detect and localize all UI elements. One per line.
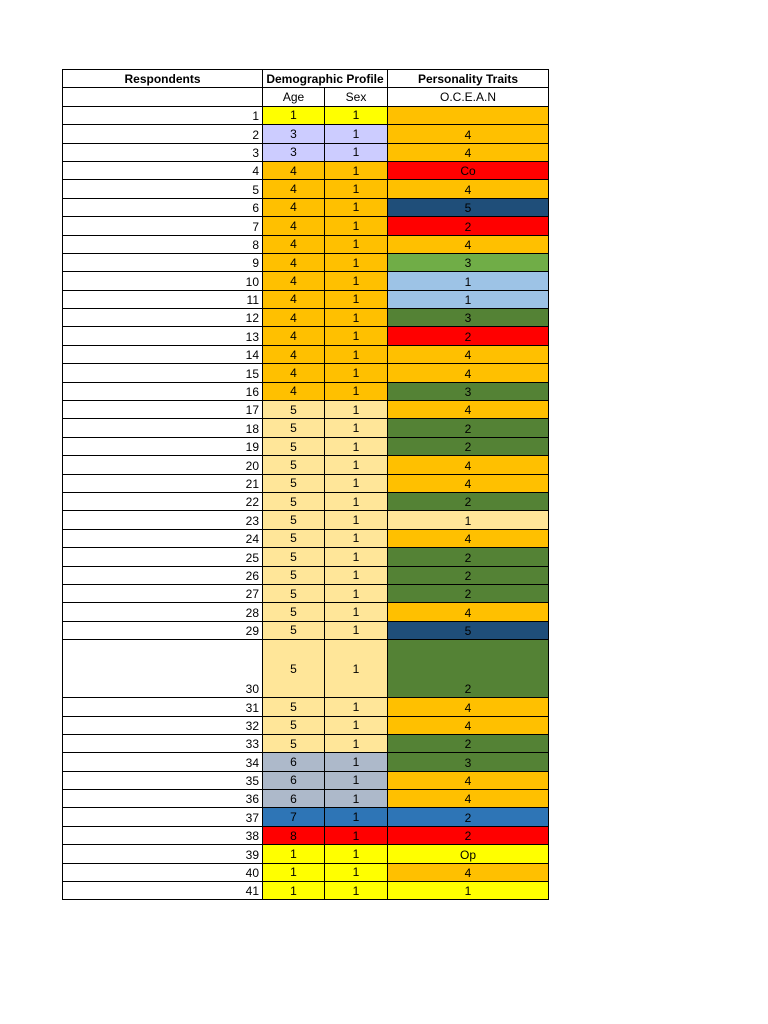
sex-cell[interactable]: 1 — [325, 529, 388, 547]
respondent-number-cell[interactable]: 10 — [63, 272, 263, 290]
ocean-cell[interactable]: 2 — [388, 327, 549, 345]
ocean-cell[interactable]: 3 — [388, 309, 549, 327]
table-row — [63, 253, 549, 271]
respondent-number-cell[interactable]: 7 — [63, 217, 263, 235]
table-row — [63, 826, 549, 844]
respondent-number-cell[interactable]: 11 — [63, 290, 263, 308]
table-row — [63, 548, 549, 566]
personality-traits-header[interactable]: Personality Traits — [388, 70, 549, 88]
sex-cell[interactable]: 1 — [325, 272, 388, 290]
sex-cell[interactable]: 1 — [325, 143, 388, 161]
sex-cell[interactable]: 1 — [325, 180, 388, 198]
table-row — [63, 492, 549, 510]
respondent-number-cell[interactable]: 12 — [63, 309, 263, 327]
sex-cell[interactable]: 1 — [325, 826, 388, 844]
age-cell[interactable]: 7 — [263, 808, 325, 826]
ocean-cell[interactable]: 4 — [388, 603, 549, 621]
respondent-number-cell[interactable]: 15 — [63, 364, 263, 382]
sex-cell[interactable]: 1 — [325, 511, 388, 529]
ocean-cell[interactable]: 1 — [388, 511, 549, 529]
age-cell[interactable]: 4 — [263, 309, 325, 327]
sex-cell[interactable]: 1 — [325, 584, 388, 602]
table-row — [63, 790, 549, 808]
age-cell[interactable]: 4 — [263, 272, 325, 290]
table-row — [63, 882, 549, 900]
table-row — [63, 364, 549, 382]
ocean-cell[interactable]: 4 — [388, 698, 549, 716]
ocean-cell[interactable]: 3 — [388, 382, 549, 400]
age-cell[interactable]: 5 — [263, 698, 325, 716]
sex-cell[interactable]: 1 — [325, 603, 388, 621]
table-row — [63, 584, 549, 602]
sex-cell[interactable]: 1 — [325, 734, 388, 752]
age-header[interactable]: Age — [263, 88, 325, 106]
age-cell[interactable]: 1 — [263, 863, 325, 881]
age-cell[interactable]: 5 — [263, 474, 325, 492]
ocean-cell[interactable]: 5 — [388, 198, 549, 216]
table-row — [63, 698, 549, 716]
sex-cell[interactable]: 1 — [325, 437, 388, 455]
sex-cell[interactable]: 1 — [325, 235, 388, 253]
respondent-number-cell[interactable]: 18 — [63, 419, 263, 437]
table-row — [63, 529, 549, 547]
sex-cell[interactable]: 1 — [325, 566, 388, 584]
age-cell[interactable]: 6 — [263, 771, 325, 789]
ocean-cell[interactable]: Op — [388, 845, 549, 863]
header-row-2 — [63, 88, 549, 106]
ocean-cell[interactable] — [388, 106, 549, 124]
table-row — [63, 125, 549, 143]
respondents-header[interactable]: Respondents — [63, 70, 263, 88]
age-cell[interactable]: 4 — [263, 198, 325, 216]
ocean-cell[interactable]: 4 — [388, 180, 549, 198]
table-row — [63, 603, 549, 621]
age-cell[interactable]: 8 — [263, 826, 325, 844]
respondent-number-cell[interactable]: 3 — [63, 143, 263, 161]
table-row — [63, 106, 549, 124]
sex-cell[interactable]: 1 — [325, 309, 388, 327]
age-cell[interactable]: 5 — [263, 603, 325, 621]
table-row — [63, 272, 549, 290]
table-row — [63, 845, 549, 863]
age-cell[interactable]: 4 — [263, 345, 325, 363]
table-row — [63, 161, 549, 179]
age-cell[interactable]: 5 — [263, 548, 325, 566]
table-row — [63, 309, 549, 327]
sex-cell[interactable]: 1 — [325, 492, 388, 510]
respondent-number-cell[interactable]: 2 — [63, 125, 263, 143]
ocean-cell[interactable]: 1 — [388, 272, 549, 290]
sex-cell[interactable]: 1 — [325, 474, 388, 492]
respondent-number-cell[interactable]: 24 — [63, 529, 263, 547]
table-row — [63, 198, 549, 216]
respondent-number-cell[interactable]: 29 — [63, 621, 263, 639]
ocean-cell[interactable]: 3 — [388, 753, 549, 771]
sex-cell[interactable]: 1 — [325, 771, 388, 789]
table-row — [63, 345, 549, 363]
table-row — [63, 753, 549, 771]
sex-cell[interactable]: 1 — [325, 253, 388, 271]
age-cell[interactable]: 4 — [263, 290, 325, 308]
age-cell[interactable]: 5 — [263, 401, 325, 419]
sex-cell[interactable]: 1 — [325, 621, 388, 639]
sex-cell[interactable]: 1 — [325, 698, 388, 716]
sex-cell[interactable]: 1 — [325, 161, 388, 179]
respondent-number-cell[interactable]: 20 — [63, 456, 263, 474]
respondent-number-cell[interactable]: 27 — [63, 584, 263, 602]
age-cell[interactable]: 5 — [263, 734, 325, 752]
ocean-cell[interactable]: 2 — [388, 548, 549, 566]
sex-cell[interactable]: 1 — [325, 290, 388, 308]
respondent-number-cell[interactable]: 8 — [63, 235, 263, 253]
sex-cell[interactable]: 1 — [325, 217, 388, 235]
ocean-cell[interactable]: 2 — [388, 826, 549, 844]
sex-cell[interactable]: 1 — [325, 790, 388, 808]
table-row — [63, 474, 549, 492]
ocean-cell[interactable]: 2 — [388, 437, 549, 455]
ocean-cell[interactable]: Co — [388, 161, 549, 179]
age-cell[interactable]: 4 — [263, 382, 325, 400]
age-cell[interactable]: 4 — [263, 180, 325, 198]
age-cell[interactable]: 3 — [263, 143, 325, 161]
table-row — [63, 808, 549, 826]
ocean-cell[interactable]: 4 — [388, 401, 549, 419]
ocean-cell[interactable]: 4 — [388, 364, 549, 382]
age-cell[interactable]: 3 — [263, 125, 325, 143]
age-cell[interactable]: 5 — [263, 621, 325, 639]
respondent-number-cell[interactable]: 32 — [63, 716, 263, 734]
respondent-number-cell[interactable]: 22 — [63, 492, 263, 510]
age-cell[interactable]: 1 — [263, 106, 325, 124]
age-cell[interactable]: 5 — [263, 640, 325, 698]
age-cell[interactable]: 5 — [263, 419, 325, 437]
sex-cell[interactable]: 1 — [325, 548, 388, 566]
age-cell[interactable]: 1 — [263, 882, 325, 900]
respondent-number-cell[interactable]: 30 — [63, 640, 263, 698]
respondent-number-cell[interactable]: 1 — [63, 106, 263, 124]
sex-cell[interactable]: 1 — [325, 401, 388, 419]
sex-cell[interactable]: 1 — [325, 882, 388, 900]
ocean-cell[interactable]: 2 — [388, 419, 549, 437]
ocean-cell[interactable]: 3 — [388, 253, 549, 271]
sex-cell[interactable]: 1 — [325, 419, 388, 437]
sex-cell[interactable]: 1 — [325, 640, 388, 698]
respondent-number-cell[interactable]: 26 — [63, 566, 263, 584]
respondent-number-cell[interactable]: 4 — [63, 161, 263, 179]
ocean-cell[interactable]: 2 — [388, 640, 549, 698]
ocean-cell[interactable]: 2 — [388, 217, 549, 235]
table-row — [63, 734, 549, 752]
age-cell[interactable]: 5 — [263, 492, 325, 510]
table-row — [63, 143, 549, 161]
ocean-cell[interactable]: 5 — [388, 621, 549, 639]
respondent-number-cell[interactable]: 31 — [63, 698, 263, 716]
table-row — [63, 566, 549, 584]
ocean-cell[interactable]: 4 — [388, 125, 549, 143]
respondent-number-cell[interactable]: 14 — [63, 345, 263, 363]
respondent-number-cell[interactable]: 40 — [63, 863, 263, 881]
sex-cell[interactable]: 1 — [325, 863, 388, 881]
ocean-cell[interactable]: 2 — [388, 566, 549, 584]
respondent-number-cell[interactable]: 6 — [63, 198, 263, 216]
respondents-table — [62, 69, 549, 900]
table-body — [63, 70, 549, 900]
age-cell[interactable]: 5 — [263, 566, 325, 584]
table-row — [63, 401, 549, 419]
age-cell[interactable]: 4 — [263, 364, 325, 382]
table-row — [63, 863, 549, 881]
age-cell[interactable]: 1 — [263, 845, 325, 863]
table-row — [63, 771, 549, 789]
ocean-cell[interactable]: 2 — [388, 808, 549, 826]
table-row — [63, 511, 549, 529]
ocean-cell[interactable]: 4 — [388, 716, 549, 734]
age-cell[interactable]: 5 — [263, 584, 325, 602]
respondent-number-cell[interactable]: 33 — [63, 734, 263, 752]
ocean-cell[interactable]: 4 — [388, 345, 549, 363]
table-row — [63, 437, 549, 455]
sex-cell[interactable]: 1 — [325, 716, 388, 734]
sex-cell[interactable]: 1 — [325, 106, 388, 124]
sex-cell[interactable]: 1 — [325, 382, 388, 400]
respondent-number-cell[interactable]: 34 — [63, 753, 263, 771]
table-row — [63, 235, 549, 253]
age-cell[interactable]: 4 — [263, 235, 325, 253]
table-row — [63, 640, 549, 698]
respondent-number-cell[interactable]: 21 — [63, 474, 263, 492]
respondent-number-cell[interactable]: 38 — [63, 826, 263, 844]
age-cell[interactable]: 4 — [263, 253, 325, 271]
sex-cell[interactable]: 1 — [325, 845, 388, 863]
demographic-profile-header[interactable]: Demographic Profile — [263, 70, 388, 88]
table-row — [63, 382, 549, 400]
age-cell[interactable]: 6 — [263, 753, 325, 771]
table-row — [63, 456, 549, 474]
respondent-number-cell[interactable]: 19 — [63, 437, 263, 455]
respondent-number-cell[interactable]: 9 — [63, 253, 263, 271]
ocean-cell[interactable]: 2 — [388, 492, 549, 510]
age-cell[interactable]: 5 — [263, 456, 325, 474]
age-cell[interactable]: 4 — [263, 161, 325, 179]
ocean-header[interactable]: O.C.E.A.N — [388, 88, 549, 106]
table-row — [63, 217, 549, 235]
ocean-cell[interactable]: 4 — [388, 790, 549, 808]
table-row — [63, 180, 549, 198]
respondent-number-cell[interactable]: 39 — [63, 845, 263, 863]
respondent-number-cell[interactable]: 35 — [63, 771, 263, 789]
respondent-number-cell[interactable]: 25 — [63, 548, 263, 566]
table-row — [63, 327, 549, 345]
age-cell[interactable]: 4 — [263, 217, 325, 235]
respondent-number-cell[interactable]: 37 — [63, 808, 263, 826]
sex-cell[interactable]: 1 — [325, 456, 388, 474]
ocean-cell[interactable]: 4 — [388, 771, 549, 789]
respondent-number-cell[interactable]: 5 — [63, 180, 263, 198]
respondent-number-cell[interactable]: 17 — [63, 401, 263, 419]
sex-cell[interactable]: 1 — [325, 753, 388, 771]
age-cell[interactable]: 5 — [263, 437, 325, 455]
table-row — [63, 716, 549, 734]
respondent-number-cell[interactable]: 13 — [63, 327, 263, 345]
respondent-number-cell[interactable]: 28 — [63, 603, 263, 621]
sex-cell[interactable]: 1 — [325, 345, 388, 363]
ocean-cell[interactable]: 4 — [388, 456, 549, 474]
respondent-number-cell[interactable]: 41 — [63, 882, 263, 900]
respondent-number-cell[interactable]: 23 — [63, 511, 263, 529]
sex-cell[interactable]: 1 — [325, 364, 388, 382]
age-cell[interactable]: 5 — [263, 511, 325, 529]
table-row — [63, 419, 549, 437]
respondent-number-cell[interactable]: 36 — [63, 790, 263, 808]
ocean-cell[interactable]: 4 — [388, 529, 549, 547]
ocean-cell[interactable]: 4 — [388, 235, 549, 253]
ocean-cell[interactable]: 4 — [388, 863, 549, 881]
blank-subheader-cell[interactable] — [63, 88, 263, 106]
sex-cell[interactable]: 1 — [325, 327, 388, 345]
sex-cell[interactable]: 1 — [325, 198, 388, 216]
header-row-1 — [63, 70, 549, 88]
age-cell[interactable]: 4 — [263, 327, 325, 345]
ocean-cell[interactable]: 2 — [388, 734, 549, 752]
age-cell[interactable]: 6 — [263, 790, 325, 808]
ocean-cell[interactable]: 4 — [388, 143, 549, 161]
table-row — [63, 290, 549, 308]
sex-header[interactable]: Sex — [325, 88, 388, 106]
ocean-cell[interactable]: 4 — [388, 474, 549, 492]
ocean-cell[interactable]: 2 — [388, 584, 549, 602]
age-cell[interactable]: 5 — [263, 529, 325, 547]
age-cell[interactable]: 5 — [263, 716, 325, 734]
ocean-cell[interactable]: 1 — [388, 882, 549, 900]
sex-cell[interactable]: 1 — [325, 125, 388, 143]
sex-cell[interactable]: 1 — [325, 808, 388, 826]
table-row — [63, 621, 549, 639]
ocean-cell[interactable]: 1 — [388, 290, 549, 308]
respondent-number-cell[interactable]: 16 — [63, 382, 263, 400]
